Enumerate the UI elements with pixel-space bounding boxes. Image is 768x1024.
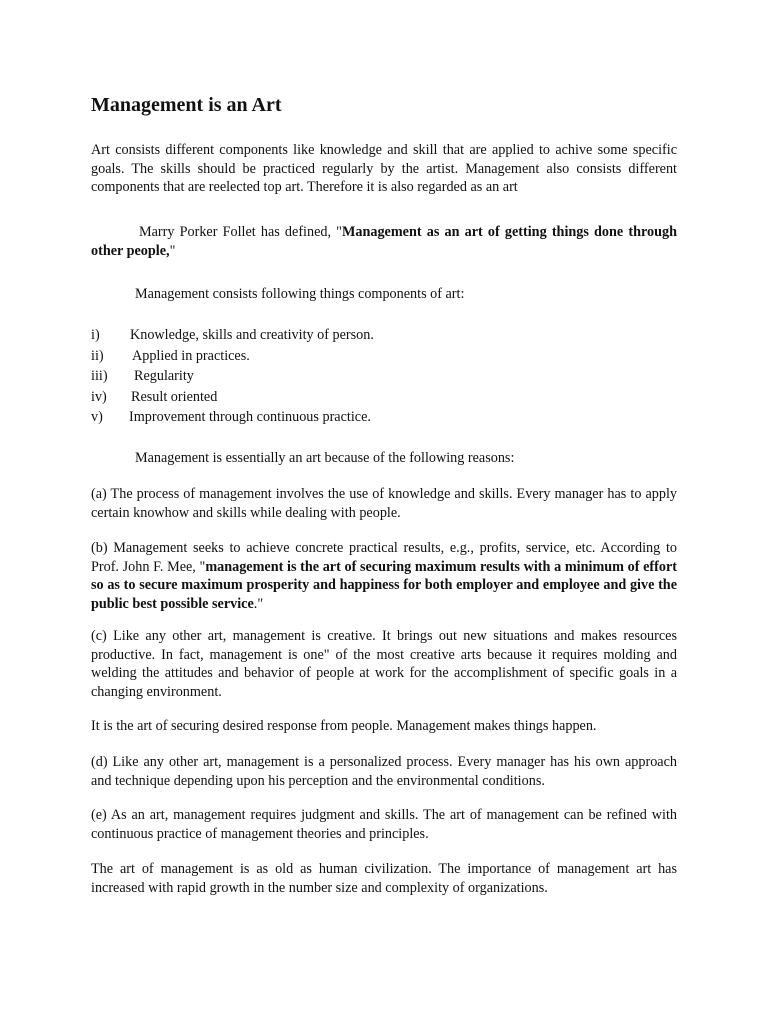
- art-response-paragraph: It is the art of securing desired response from people. Management makes things happen.: [91, 718, 597, 734]
- list-item-text: Improvement through continuous practice.: [129, 409, 371, 425]
- list-item-text: Knowledge, skills and creativity of person.: [130, 327, 374, 343]
- reason-b-paragraph: [91, 539, 677, 613]
- follet-definition-paragraph: [91, 223, 677, 260]
- follet-quote: Management as an art of getting things done through other people,: [91, 224, 677, 259]
- list-item-number: iii): [91, 368, 108, 384]
- reason-e-paragraph: (e) As an art, management requires judgment and skills. The art of management can be refined with continuous practice of management theories and principles.: [91, 807, 677, 842]
- reason-c-paragraph: (c) Like any other art, management is creative. It brings out new situations and makes resources productive. In fact, management is one" of the most creative arts because it requires molding and welding the attitudes and behavior of people at work for the accomplishment of specific goals in a changing environment.: [91, 628, 677, 700]
- follet-suffix: ": [169, 242, 176, 259]
- reason-a-paragraph: (a) The process of management involves the use of knowledge and skills. Every manager has to apply certain knowhow and skills while dealing with people.: [91, 486, 677, 521]
- list-item-number: i): [91, 327, 100, 343]
- reasons-heading: Management is essentially an art because of the following reasons:: [135, 450, 515, 466]
- intro-paragraph: Art consists different components like knowledge and skill that are applied to achive some specific goals. The skills should be practiced regularly by the artist. Management also consists different components that are reelected top art. Therefore it is also regarded as an art: [91, 142, 677, 195]
- list-item-number: iv): [91, 388, 107, 405]
- reason-b-prefix: (b) Management seeks to achieve concrete practical results, e.g., profits, service, etc. According to Prof. John F. Mee, ": [91, 540, 677, 575]
- list-item: [91, 326, 677, 347]
- list-item-number: ii): [91, 347, 104, 364]
- page-title: Management is an Art: [91, 94, 282, 116]
- list-item: [91, 367, 677, 388]
- mee-quote: management is the art of securing maximum results with a minimum of effort so as to secure maximum prosperity and happiness for both employer and employee and give the public best possible service: [91, 558, 677, 612]
- list-item-text: Regularity: [134, 368, 194, 384]
- components-list: [91, 326, 677, 429]
- reason-b-suffix: .": [253, 595, 264, 612]
- conclusion-paragraph: The art of management is as old as human civilization. The importance of management art has increased with rapid growth in the number size and complexity of organizations.: [91, 861, 677, 896]
- list-item-text: Applied in practices.: [132, 347, 250, 364]
- list-item: [91, 408, 677, 429]
- reason-d-paragraph: (d) Like any other art, management is a personalized process. Every manager has his own approach and technique depending upon his perception and the environmental conditions.: [91, 754, 677, 789]
- list-item-number: v): [91, 409, 103, 425]
- list-item: [91, 347, 677, 368]
- list-item: [91, 388, 677, 409]
- list-item-text: Result oriented: [131, 388, 218, 405]
- follet-prefix: Marry Porker Follet has defined, ": [139, 224, 342, 240]
- components-heading: Management consists following things components of art:: [135, 286, 465, 302]
